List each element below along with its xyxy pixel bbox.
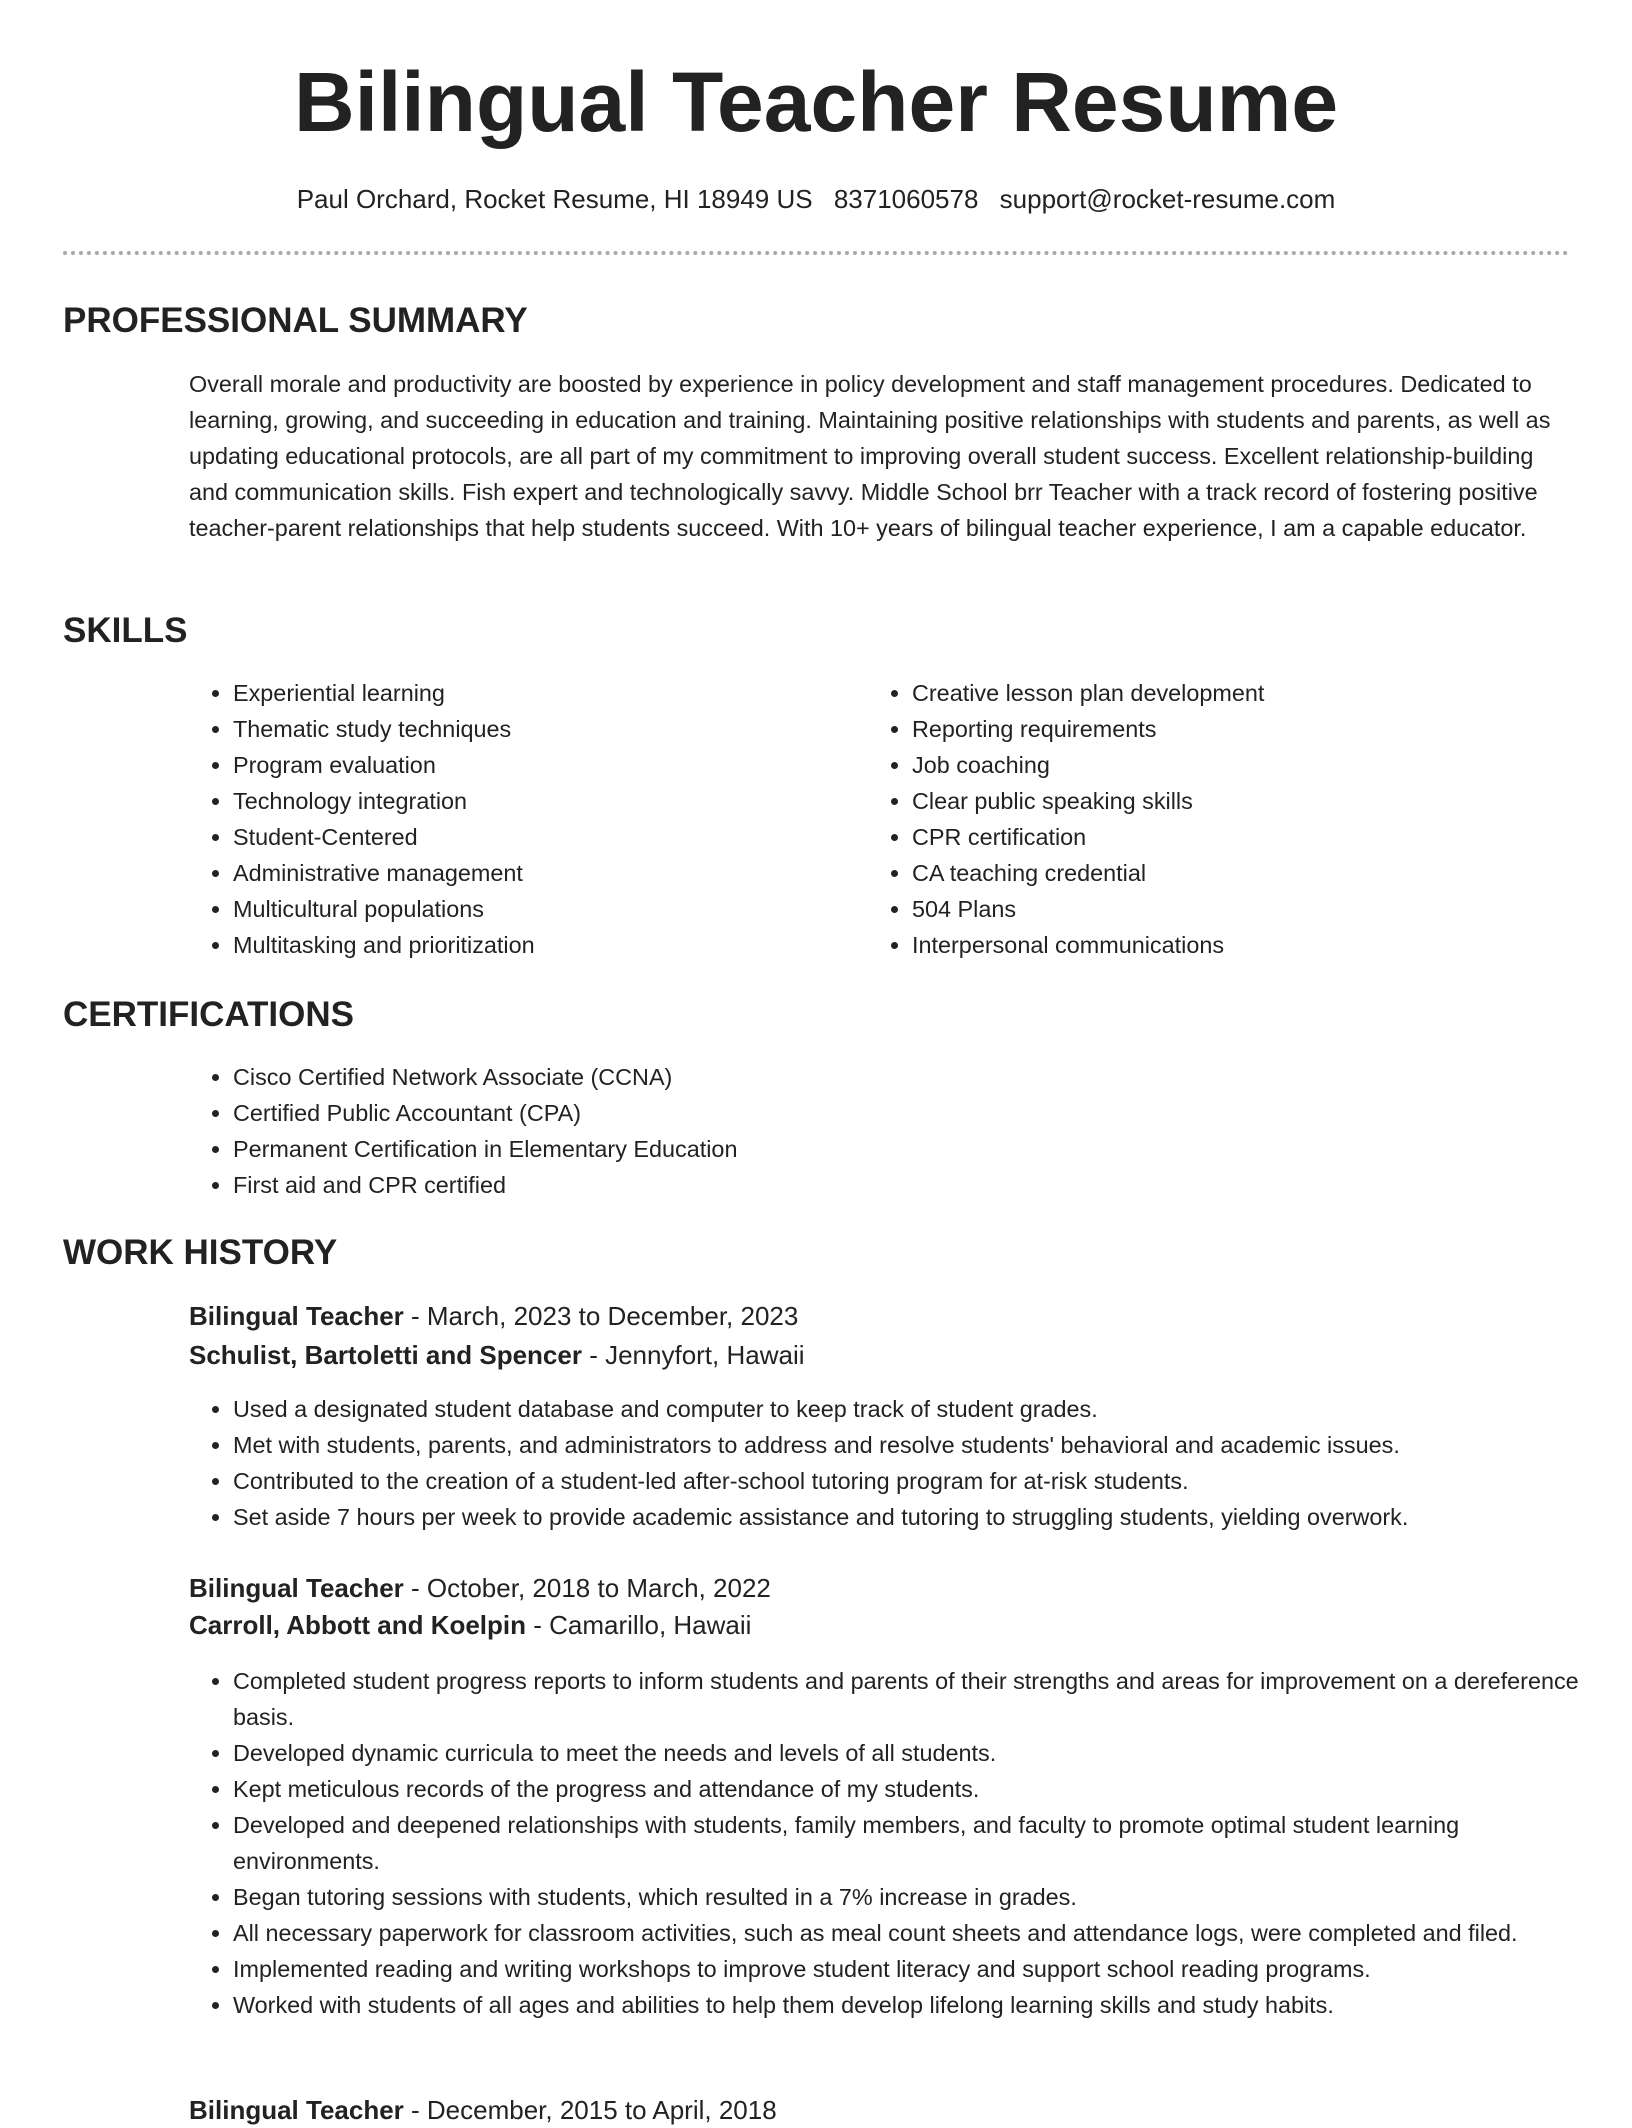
skill-item: • Multitasking and prioritization: [233, 927, 833, 963]
job-company-line: [189, 1607, 751, 1643]
skill-item: • Program evaluation: [233, 747, 833, 783]
job-duty: • Developed and deepened relationships with students, family members, and faculty to promote optimal student learning environments.: [233, 1807, 1603, 1879]
skill-item: • CA teaching credential: [912, 855, 1552, 891]
job-duty: • Contributed to the creation of a student-led after-school tutoring program for at-risk students.: [233, 1463, 1603, 1499]
job-title: Bilingual Teacher: [189, 2095, 404, 2125]
resume-title: Bilingual Teacher Resume: [293, 55, 1339, 149]
skill-item: • 504 Plans: [912, 891, 1552, 927]
contact-line: [0, 182, 1632, 216]
skill-item: • Interpersonal communications: [912, 927, 1552, 963]
skill-item: • Creative lesson plan development: [912, 675, 1552, 711]
job-dates: - October, 2018 to March, 2022: [403, 1573, 771, 1603]
skills-heading: SKILLS: [63, 611, 188, 650]
work-history-heading: WORK HISTORY: [63, 1233, 338, 1272]
certification-item: • Permanent Certification in Elementary Education: [233, 1131, 1533, 1167]
job-duty: • Implemented reading and writing workshops to improve student literacy and support school reading programs.: [233, 1951, 1603, 1987]
job-location: - Camarillo, Hawaii: [526, 1610, 752, 1640]
certifications-list: [189, 1059, 1533, 1203]
job-duty: • Began tutoring sessions with students, which resulted in a 7% increase in grades.: [233, 1879, 1603, 1915]
skill-item: • Thematic study techniques: [233, 711, 833, 747]
job-dates: - December, 2015 to April, 2018: [403, 2095, 777, 2125]
job-title-line: [189, 1298, 798, 1334]
job-title-line: [189, 2092, 777, 2128]
skill-item: • CPR certification: [912, 819, 1552, 855]
skill-item: • Administrative management: [233, 855, 833, 891]
job-duty: • Developed dynamic curricula to meet the needs and levels of all students.: [233, 1735, 1603, 1771]
job-company: Schulist, Bartoletti and Spencer: [189, 1340, 582, 1370]
job-title-line: [189, 1570, 771, 1606]
skill-item: • Student-Centered: [233, 819, 833, 855]
job-duty: • Set aside 7 hours per week to provide academic assistance and tutoring to struggling students, yielding overwork.: [233, 1499, 1603, 1535]
skill-item: • Job coaching: [912, 747, 1552, 783]
certification-item: • Cisco Certified Network Associate (CCNA): [233, 1059, 1533, 1095]
skills-list-left: [189, 675, 833, 963]
job-location: - Jennyfort, Hawaii: [581, 1340, 805, 1370]
job-duty: • Worked with students of all ages and abilities to help them develop lifelong learning skills and study habits.: [233, 1987, 1603, 2023]
job-duty: • Met with students, parents, and administrators to address and resolve students' behavioral and academic issues.: [233, 1427, 1603, 1463]
skill-item: • Reporting requirements: [912, 711, 1552, 747]
summary-heading: PROFESSIONAL SUMMARY: [63, 301, 528, 340]
skill-item: • Technology integration: [233, 783, 833, 819]
job-duty: • Kept meticulous records of the progress and attendance of my students.: [233, 1771, 1603, 1807]
contact-address: Paul Orchard, Rocket Resume, HI 18949 US: [296, 184, 813, 214]
job-duties-list: [189, 1663, 1603, 2023]
header-divider: [63, 251, 1569, 255]
skill-item: • Clear public speaking skills: [912, 783, 1552, 819]
job-company: Carroll, Abbott and Koelpin: [189, 1610, 527, 1640]
job-dates: - March, 2023 to December, 2023: [403, 1301, 799, 1331]
summary-text: Overall morale and productivity are boosted by experience in policy development and staff management procedures. Dedicated to learning, growing, and succeeding in education and training. Maintaining positive relationships with students and parents, as well as updating educational protocols, are all part of my commitment to improving overall student success. Excellent relationship-building and communication skills. Fish expert and technologically savvy. Middle School brr Teacher with a track record of fostering positive teacher-parent relationships that help students succeed. With 10+ years of bilingual teacher experience, I am a capable educator.: [189, 371, 1551, 541]
skill-item: • Experiential learning: [233, 675, 833, 711]
job-title: Bilingual Teacher: [189, 1573, 404, 1603]
certification-item: • First aid and CPR certified: [233, 1167, 1533, 1203]
certifications-heading: CERTIFICATIONS: [63, 995, 355, 1034]
job-duty: • Used a designated student database and computer to keep track of student grades.: [233, 1391, 1603, 1427]
certification-item: • Certified Public Accountant (CPA): [233, 1095, 1533, 1131]
job-duty: • Completed student progress reports to inform students and parents of their strengths and areas for improvement on a dereference basis.: [233, 1663, 1603, 1735]
contact-phone: 8371060578: [833, 184, 979, 214]
job-company-line: [189, 1337, 805, 1373]
job-duty: • All necessary paperwork for classroom activities, such as meal count sheets and attendance logs, were completed and filed.: [233, 1915, 1603, 1951]
skills-list-right: [868, 675, 1552, 963]
job-title: Bilingual Teacher: [189, 1301, 404, 1331]
skill-item: • Multicultural populations: [233, 891, 833, 927]
job-duties-list: [189, 1391, 1603, 1535]
contact-email: support@rocket-resume.com: [999, 184, 1336, 214]
